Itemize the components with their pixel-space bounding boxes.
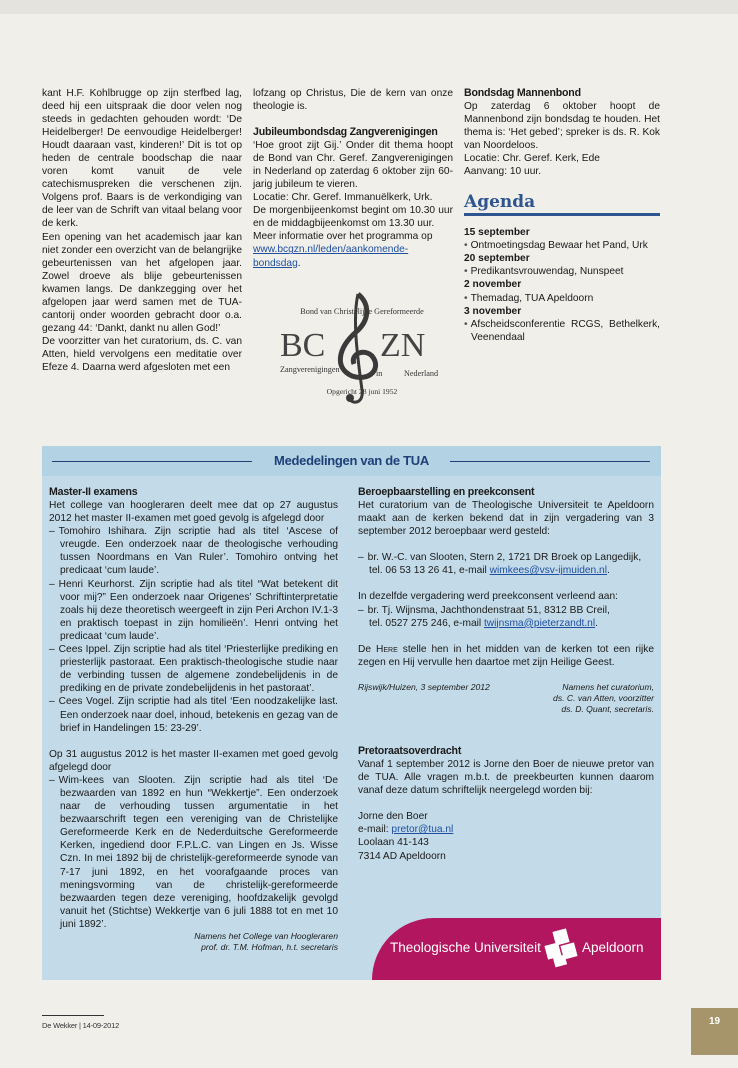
master-item: – Cees Ippel. Zijn scriptie had als titel ‘Priesterlijke prediking en priesterlijk pastoraat. Een praktisch-theologische studie naar de verbinding tussen de algemene zondebelijdenis in de prediking en de private zondebelijdenis in het pastoraat’. — [49, 643, 338, 695]
spacer — [358, 669, 654, 682]
pretor-heading: Pretoraatsoverdracht — [358, 744, 462, 757]
logo-zn-text: ZN — [380, 327, 426, 364]
header-rule-right — [450, 461, 650, 462]
agenda-date: 3 november — [464, 305, 522, 317]
tua-banner — [372, 918, 661, 980]
agenda-list — [464, 226, 660, 343]
bondsdag-heading: Bondsdag Mannenbond — [464, 87, 581, 99]
tua-box-column-2 — [358, 486, 654, 863]
tua-box-header — [42, 446, 661, 476]
bcgzn-logo-graphic — [272, 290, 452, 408]
master-signature-1: Namens het College van Hoogleraren — [194, 931, 338, 941]
agenda-date: 20 september — [464, 253, 530, 265]
beroep-candidate-2-address: – br. Tj. Wijnsma, Jachthondenstraat 51, 8312 BB Creil, — [358, 604, 654, 617]
agenda-date: 15 september — [464, 227, 530, 239]
logo-mid-in-text: in — [376, 369, 383, 378]
wimkees-email-link[interactable]: wimkees@vsv-ijmuiden.nl — [489, 565, 607, 577]
beroep-signature-1: Namens het curatorium, — [562, 681, 654, 692]
master-item: – Wim-kees van Slooten. Zijn scriptie had als titel ‘De bezwaarden van 1892 en hun “Wekkertje”. Een onderzoek naar de verhouding tussen argumentatie in het bezwaarschrift tegen een vereniging van de Christelijke Gereformeerde Kerk en de Nederduitsche Gereformeerde Kerken, ingediend door F.P.L.C. van Lingen en Js. Wisse Czn. In mei 1892 bij de christelijk-gereformeerde synode van 7-17 juni 1892, en het voorafgaande proces van meningsvorming van de christelijk-gereformeerde bezwaarden tegen deze vereniging, hoofdzakelijk gevolgd vanuit het (Stichtse) Wekkertje van 6 juli 1888 tot en met 10 juni 1892’. — [49, 774, 338, 931]
bondsdag-time: Aanvang: 10 uur. — [464, 166, 542, 178]
bcgzn-link[interactable]: www.bcgzn.nl/leden/aankomende-bondsdag — [253, 244, 409, 269]
tua-announcements-box — [42, 446, 661, 980]
logo-mid-right-text: Nederland — [404, 369, 439, 378]
jubileum-paragraph-1: ‘Hoe groot zijt Gij.’ Onder dit thema hoopt de Bond van Chr. Geref. Zangverenigingen in Nederland op zaterdag 6 oktober zijn 60-jarig jubileum te vieren. — [253, 140, 453, 191]
agenda-item: • Afscheidsconferentie RCGS, Bethelkerk, Veenendaal — [464, 318, 660, 344]
pretor-name: Jorne den Boer — [358, 811, 428, 823]
logo-top-text: Bond van Christelijke Gereformeerde — [300, 307, 424, 316]
pretor-street: Loolaan 41-143 — [358, 837, 429, 849]
beroep-candidate-1-contact — [358, 564, 654, 577]
jubileum-location: Locatie: Chr. Geref. Immanuëlkerk, Urk. — [253, 192, 433, 204]
bondsdag-paragraph: Op zaterdag 6 oktober hoopt de Mannenbond zijn bondsdag te houden. Het thema is: ‘Het gebed’; spreker is ds. R. Kok van Noordeloos. — [464, 101, 660, 152]
tua-box-column-1 — [49, 486, 338, 953]
jubileum-more-info — [253, 230, 453, 269]
spacer — [358, 715, 654, 745]
logo-mid-left-text: Zangverenigingen — [280, 365, 340, 374]
closing-post: stelle hen in het midden van de kerken tot een rijke zegen en Hij vervulle hen daartoe met zijn Heilige Geest. — [358, 643, 654, 668]
agenda-title: Agenda — [464, 192, 660, 216]
pretor-city: 7314 AD Apeldoorn — [358, 850, 446, 862]
footer-publication: De Wekker | 14-09-2012 — [42, 1021, 120, 1030]
tua-book-logo-icon — [544, 928, 578, 968]
tua-banner-left-text: Theologische Universiteit — [390, 940, 541, 955]
beroep-signature-row — [358, 682, 654, 693]
col1-paragraph-1: kant H.F. Kohlbrugge op zijn sterfbed lag, deed hij een uitspraak die door velen nog steeds in gedachten gehouden wordt: ‘De Heidelberger! De eenvoudige Heidelberger! Houdt daaraan vast, kinderen!’ Dit is tot op heden de centrale boodschap die naar voren komt vanuit de vele catechismuspreken die verschenen zijn. Volgens prof. Baars is de verkondiging van de leer van de Schrift van vitaal belang voor de kerk. — [42, 88, 242, 230]
contact-text: tel. 06 53 13 26 41, e-mail — [369, 565, 490, 577]
bcgzn-logo — [272, 290, 452, 408]
master-signature-2: prof. dr. T.M. Hofman, h.t. secretaris — [201, 942, 338, 952]
agenda-item: • Themadag, TUA Apeldoorn — [464, 292, 660, 305]
beroep-place-date: Rijswijk/Huizen, 3 september 2012 — [358, 681, 490, 692]
logo-bc-text: BC — [280, 327, 326, 364]
contact-end: . — [595, 617, 598, 629]
col1-paragraph-2: Een opening van het academisch jaar kan niet zonder een overzicht van de belangrijke gebeurtenissen van het afgelopen jaar. Zowel droeve als blije gebeurtenissen kwamen langs. De dankzegging over het afgelopen jaar werd samen met de TUA-cantorij onder woorden gebracht door o.a. gezang 44: ‘Dankt, dankt nu allen God!’ — [42, 231, 242, 334]
column-3 — [464, 87, 660, 344]
beroep-closing — [358, 643, 654, 669]
closing-here: Here — [376, 643, 398, 655]
spacer — [358, 577, 654, 590]
beroep-signature-3: ds. D. Quant, secretaris. — [561, 703, 654, 714]
col1-paragraph-3: De voorzitter van het curatorium, ds. C. van Atten, hield vervolgens een meditatie over Efeze 4. Daarna werd afgesloten met een — [42, 335, 242, 373]
contact-end: . — [606, 565, 610, 577]
beroep-candidate-2-contact — [358, 617, 654, 630]
jubileum-times: De morgenbijeenkomst begint om 10.30 uur en de middagbijeenkomst om 13.30 uur. — [253, 205, 453, 230]
col2-paragraph-1: lofzang op Christus, Die de kern van onze theologie is. — [253, 88, 453, 113]
agenda-item: • Predikantsvrouwendag, Nunspeet — [464, 265, 660, 278]
beroep-heading: Beroepbaarstelling en preekconsent — [358, 486, 535, 498]
master-item: – Henri Keurhorst. Zijn scriptie had als titel “Wat betekent dit voor mij?” Een onderzoek naar Origenes’ Schriftinterpretatie zoals hij deze theoretisch weergeeft in zijn Peri Archon IV.1-3 en praktisch toepast in zijn homilieën’. Henri ontving het predicaat ‘cum laude’. — [49, 578, 338, 643]
contact-text: tel. 0527 275 246, e-mail — [369, 617, 484, 629]
footer-rule — [42, 1015, 104, 1016]
top-margin-bar — [0, 0, 738, 14]
pretor-email — [358, 823, 654, 836]
beroep-candidate-1-address: – br. W.-C. van Slooten, Stern 2, 1721 DR Broek op Langedijk, — [358, 551, 654, 564]
more-info-end: . — [297, 257, 301, 269]
beroep-signature-2: ds. C. van Atten, voorzitter — [553, 692, 654, 703]
tua-banner-right-text: Apeldoorn — [582, 940, 644, 955]
tua-box-title: Mededelingen van de TUA — [274, 453, 429, 468]
beroep-intro: Het curatorium van de Theologische Universiteit te Apeldoorn maakt aan de kerken bekend dat in zijn vergadering van 3 september 2012 beroepbaar werd gesteld: — [358, 500, 654, 538]
jubileum-heading: Jubileumbondsdag Zangverenigingen — [253, 126, 438, 139]
more-info-text: Meer informatie over het programma op — [253, 231, 433, 243]
pretor-text: Vanaf 1 september 2012 is Jorne den Boer de nieuwe pretor van de TUA. Alle vragen m.b.t. de preekbeurten kunnen daarom vanaf deze datum schriftelijk neergelegd worden bij: — [358, 758, 654, 797]
closing-pre: De — [358, 643, 376, 655]
master-item: – Tomohiro Ishihara. Zijn scriptie had als titel ‘Ascese of vreugde. Een onderzoek naar de theologische verhouding tussen Noordmans en Van Ruler’. Tomohiro ontving het predicaat ‘cum laude’. — [49, 525, 338, 577]
column-1 — [42, 87, 242, 374]
column-2 — [253, 87, 453, 270]
agenda-date: 2 november — [464, 279, 522, 291]
agenda-item: • Ontmoetingsdag Bewaar het Pand, Urk — [464, 239, 660, 252]
pretor-email-link[interactable]: pretor@tua.nl — [391, 824, 454, 836]
spacer — [358, 630, 654, 643]
bondsdag-location: Locatie: Chr. Geref. Kerk, Ede — [464, 153, 600, 165]
master-intro-2: Op 31 augustus 2012 is het master II-examen met goed gevolg afgelegd door — [49, 748, 338, 773]
spacer — [358, 538, 654, 551]
master-heading: Master-II examens — [49, 486, 138, 498]
twijnsma-email-link[interactable]: twijnsma@pieterzandt.nl — [483, 617, 596, 629]
logo-bottom-text: Opgericht 28 juni 1952 — [326, 387, 398, 396]
master-item: – Cees Vogel. Zijn scriptie had als titel ‘Een noodzakelijke last. Een onderzoek naar doel, inhoud, betekenis en gezag van de brief in Handelingen 15: 23-29’. — [49, 695, 338, 734]
spacer — [49, 735, 338, 748]
preekconsent-intro: In dezelfde vergadering werd preekconsent verleend aan: — [358, 591, 618, 603]
spacer — [358, 797, 654, 810]
email-label: e-mail: — [358, 824, 392, 836]
master-intro: Het college van hoogleraren deelt mee dat op 27 augustus 2012 het master II-examen met goed gevolg is afgelegd door — [49, 500, 338, 525]
page-number: 19 — [691, 1008, 738, 1055]
